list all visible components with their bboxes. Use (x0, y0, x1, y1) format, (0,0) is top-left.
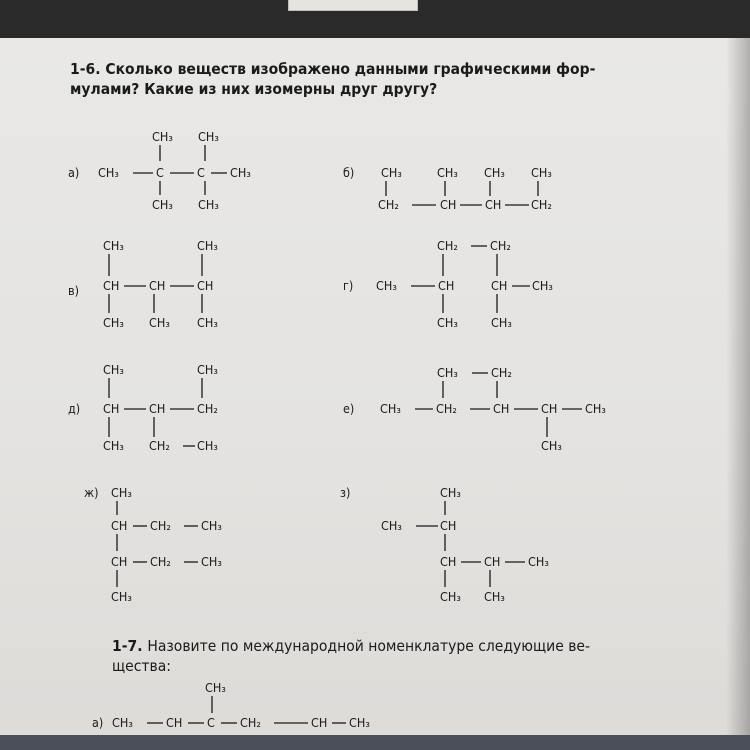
group-ch2: CH₂ (150, 518, 171, 533)
group-ch: CH (103, 401, 120, 416)
problem-1-7-text-1: Назовите по международной номенклатуре следующие ве- (147, 637, 591, 655)
group-ch: CH (440, 197, 457, 212)
group-ch3: CH₃ (381, 165, 402, 180)
group-ch2: CH₂ (437, 238, 458, 253)
group-ch: CH (197, 278, 214, 293)
problem-1-7-number: 1-7. (112, 637, 143, 655)
group-ch: CH (484, 554, 501, 569)
group-ch3: CH₃ (201, 518, 222, 533)
group-ch: CH (541, 401, 558, 416)
group-ch2: CH₂ (531, 197, 552, 212)
group-ch3: CH₃ (198, 197, 219, 212)
group-ch3: CH₃ (103, 438, 124, 453)
group-ch3: CH₃ (103, 362, 124, 377)
group-ch3: CH₃ (197, 315, 218, 330)
group-ch: CH (111, 554, 128, 569)
group-ch: CH (440, 518, 457, 533)
label-a: а) (68, 165, 80, 180)
group-ch3: CH₃ (197, 438, 218, 453)
group-ch: CH (311, 715, 328, 730)
group-ch3: CH₃ (491, 315, 512, 330)
group-ch3: CH₃ (440, 485, 461, 500)
group-ch2: CH₂ (378, 197, 399, 212)
group-ch: CH (493, 401, 510, 416)
group-ch2: CH₂ (240, 715, 261, 730)
group-ch: CH (103, 278, 120, 293)
group-ch3: CH₃ (437, 365, 458, 380)
group-ch3: CH₃ (111, 589, 132, 604)
label-e: е) (343, 401, 355, 416)
atom-c: C (156, 165, 164, 180)
group-ch2: CH₂ (150, 554, 171, 569)
group-ch3: CH₃ (349, 715, 370, 730)
group-ch3: CH₃ (197, 238, 218, 253)
group-ch: CH (166, 715, 183, 730)
atom-c: C (207, 715, 215, 730)
group-ch3: CH₃ (149, 315, 170, 330)
group-ch3: CH₃ (111, 485, 132, 500)
group-ch3: CH₃ (528, 554, 549, 569)
problem-1-6-text-1: Сколько веществ изображено данными графическими фор- (105, 60, 596, 78)
group-ch3: CH₃ (380, 401, 401, 416)
group-ch3: CH₃ (230, 165, 251, 180)
group-ch3: CH₃ (197, 362, 218, 377)
label-d: д) (68, 401, 81, 416)
group-ch: CH (111, 518, 128, 533)
group-ch3: CH₃ (98, 165, 119, 180)
label-zh: ж) (84, 485, 99, 500)
group-ch3: CH₃ (437, 165, 458, 180)
group-ch3: CH₃ (152, 197, 173, 212)
group-ch3: CH₃ (376, 278, 397, 293)
group-ch3: CH₃ (531, 165, 552, 180)
group-ch3: CH₃ (103, 238, 124, 253)
group-ch: CH (149, 401, 166, 416)
group-ch3: CH₃ (201, 554, 222, 569)
group-ch3: CH₃ (103, 315, 124, 330)
group-ch3: CH₃ (437, 315, 458, 330)
group-ch3: CH₃ (381, 518, 402, 533)
group-ch3: CH₃ (205, 680, 226, 695)
group-ch3: CH₃ (484, 589, 505, 604)
group-ch: CH (491, 278, 508, 293)
group-ch: CH (149, 278, 166, 293)
group-ch3: CH₃ (198, 129, 219, 144)
group-ch2: CH₂ (436, 401, 457, 416)
group-ch: CH (440, 554, 457, 569)
label-1-7-a: а) (92, 715, 104, 730)
label-b: б) (343, 165, 355, 180)
group-ch2: CH₂ (149, 438, 170, 453)
group-ch: CH (438, 278, 455, 293)
group-ch2: CH₂ (490, 238, 511, 253)
group-ch3: CH₃ (585, 401, 606, 416)
group-ch3: CH₃ (440, 589, 461, 604)
label-g: г) (343, 278, 354, 293)
problem-1-6-line-2: мулами? Какие из них изомерны друг другу? (70, 80, 438, 98)
label-v: в) (68, 283, 80, 298)
group-ch: CH (485, 197, 502, 212)
group-ch2: CH₂ (491, 365, 512, 380)
group-ch3: CH₃ (541, 438, 562, 453)
group-ch2: CH₂ (197, 401, 218, 416)
label-z: з) (340, 485, 351, 500)
group-ch3: CH₃ (484, 165, 505, 180)
problem-1-6-number: 1-6. (70, 60, 101, 78)
group-ch3: CH₃ (152, 129, 173, 144)
problem-1-7-line-2: щества: (112, 657, 171, 675)
group-ch3: CH₃ (532, 278, 553, 293)
atom-c: C (197, 165, 205, 180)
group-ch3: CH₃ (112, 715, 133, 730)
